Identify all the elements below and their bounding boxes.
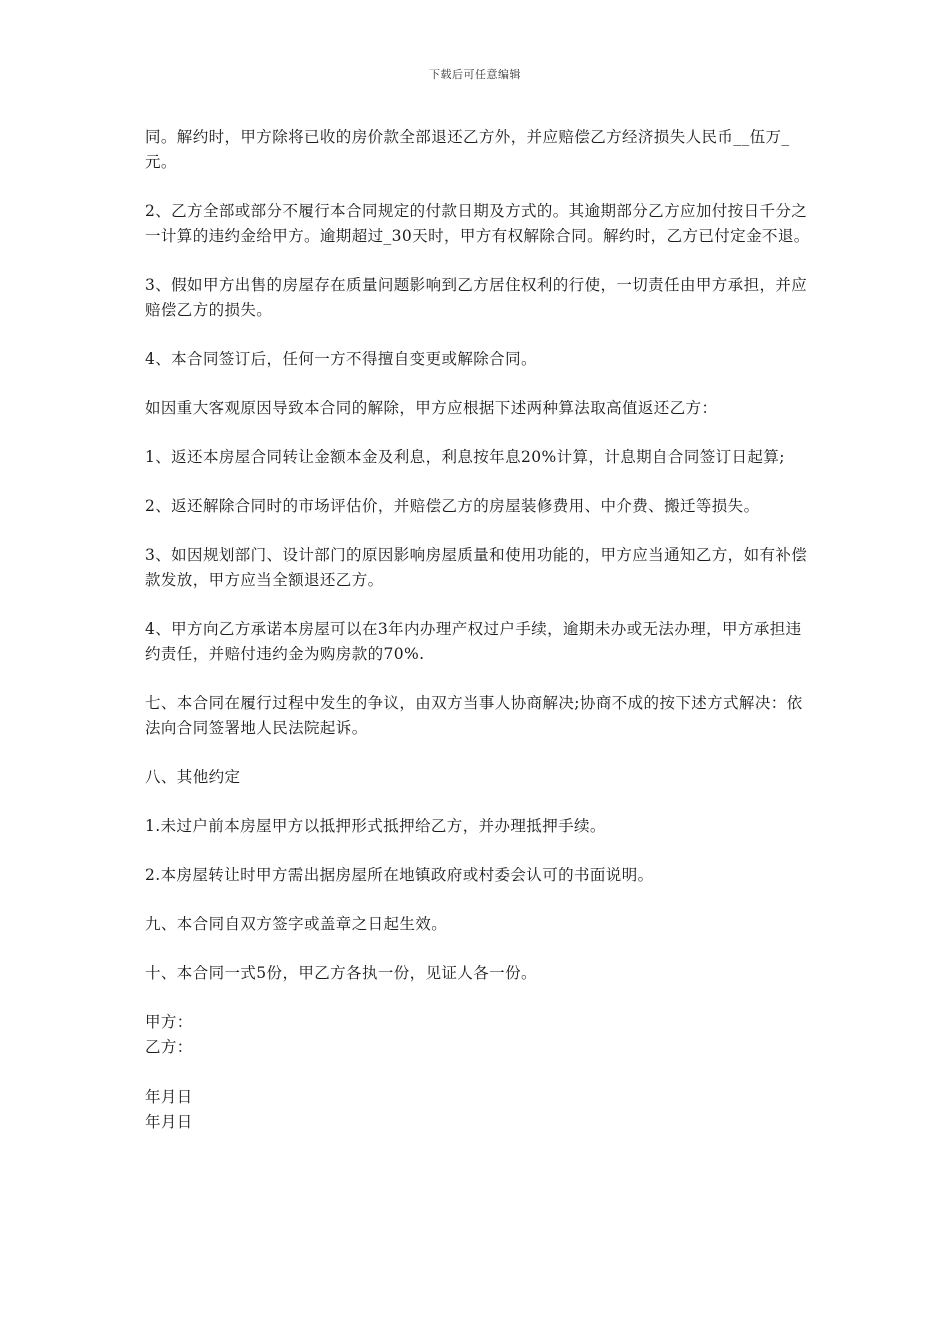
contract-paragraph: 3、如因规划部门、设计部门的原因影响房屋质量和使用功能的，甲方应当通知乙方，如有补偿款发放，甲方应当全额退还乙方。 — [145, 546, 808, 589]
date-block — [145, 1085, 817, 1135]
page-header: 下载后可任意编辑 — [429, 68, 521, 81]
contract-paragraph: 2、返还解除合同时的市场评估价，并赔偿乙方的房屋装修费用、中介费、搬迁等损失。 — [145, 497, 760, 515]
contract-paragraph: 如因重大客观原因导致本合同的解除，甲方应根据下述两种算法取高值返还乙方： — [145, 399, 718, 417]
contract-paragraph: 4、甲方向乙方承诺本房屋可以在3年内办理产权过户手续，逾期未办或无法办理，甲方承担违约责任，并赔付违约金为购房款的70%. — [145, 620, 802, 663]
party-b-date: 年月日 — [145, 1113, 193, 1131]
contract-paragraph: 1、返还本房屋合同转让金额本金及利息，利息按年息20%计算，计息期自合同签订日起算; — [145, 448, 785, 466]
contract-paragraph: 3、假如甲方出售的房屋存在质量问题影响到乙方居住权利的行使，一切责任由甲方承担，并应赔偿乙方的损失。 — [145, 276, 808, 319]
contract-paragraph: 4、本合同签订后，任何一方不得擅自变更或解除合同。 — [145, 350, 537, 368]
contract-paragraph: 2.本房屋转让时甲方需出据房屋所在地镇政府或村委会认可的书面说明。 — [145, 866, 654, 884]
contract-paragraph: 七、本合同在履行过程中发生的争议，由双方当事人协商解决;协商不成的按下述方式解决：依法向合同签署地人民法院起诉。 — [145, 694, 803, 737]
section-heading: 八、其他约定 — [145, 768, 241, 786]
contract-paragraph: 2、乙方全部或部分不履行本合同规定的付款日期及方式的。其逾期部分乙方应加付按日千分之一计算的违约金给甲方。逾期超过_30天时，甲方有权解除合同。解约时，乙方已付定金不退。 — [145, 202, 810, 245]
contract-paragraph: 九、本合同自双方签字或盖章之日起生效。 — [145, 915, 448, 933]
party-a-signature: 甲方： — [145, 1013, 193, 1031]
contract-paragraph: 1.未过户前本房屋甲方以抵押形式抵押给乙方，并办理抵押手续。 — [145, 817, 606, 835]
contract-paragraph: 十、本合同一式5份，甲乙方各执一份，见证人各一份。 — [145, 964, 537, 982]
contract-body — [145, 125, 817, 1135]
party-b-signature: 乙方： — [145, 1038, 193, 1056]
signature-block — [145, 1010, 817, 1060]
contract-paragraph: 同。解约时，甲方除将已收的房价款全部退还乙方外，并应赔偿乙方经济损失人民币__伍万_元。 — [145, 128, 790, 171]
party-a-date: 年月日 — [145, 1088, 193, 1106]
